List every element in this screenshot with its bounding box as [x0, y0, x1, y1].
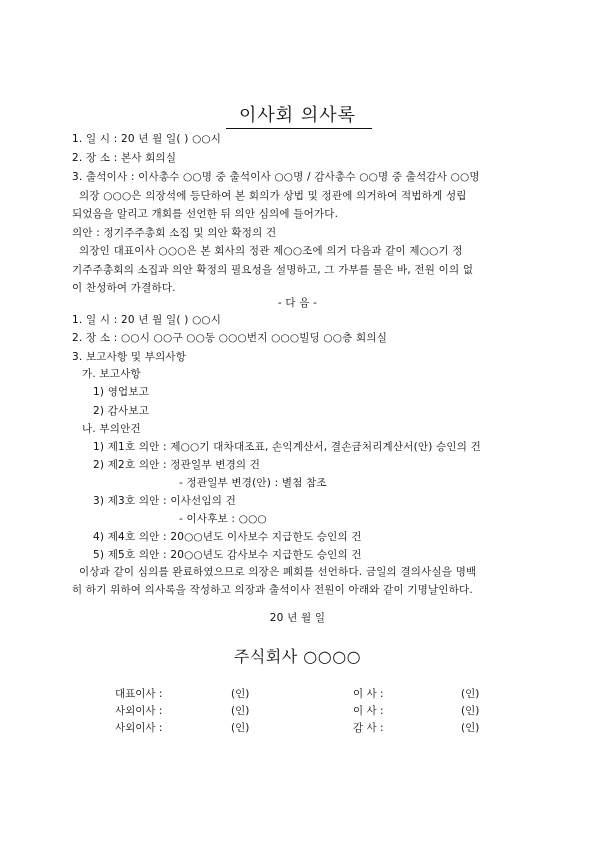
meeting-place: 2. 장 소 : ○○시 ○○구 ○○동 ○○○번지 ○○○빌딩 ○○층 회의실: [72, 332, 388, 344]
signature-seal: (인): [461, 722, 480, 734]
company-name: 주식회사 ○○○○: [233, 647, 362, 666]
opening-line-1: 의장 ○○○은 의장석에 등단하여 본 회의가 상법 및 정관에 의거하여 적법하게 성립: [79, 190, 467, 202]
signature-seal: (인): [231, 722, 250, 734]
document-title: 이사회 의사록: [238, 105, 357, 126]
report-header: 가. 보고사항: [82, 368, 141, 380]
signature-seal: (인): [461, 688, 480, 700]
report-item: 1) 영업보고: [93, 386, 150, 398]
agenda-body-line-2: 기주주총회의 소집과 의안 확정의 필요성을 설명하고, 그 가부를 물은 바, 전원 이의 없: [72, 264, 474, 276]
proposal-item: 5) 제5호 의안 : 20○○년도 감사보수 지급한도 승인의 건: [93, 549, 362, 561]
item-date: 1. 일 시 : 20 년 월 일( ) ○○시: [72, 133, 222, 145]
title-underline: [226, 128, 372, 129]
proposal-header: 나. 부의안건: [82, 423, 141, 435]
signature-role: 이 사 :: [353, 688, 384, 700]
item-attendance: 3. 출석이사 : 이사총수 ○○명 중 출석이사 ○○명 / 감사총수 ○○명 중 출석감사 ○○명: [72, 171, 480, 183]
opening-line-2: 되었음을 알리고 개회를 선언한 뒤 의안 심의에 들어가다.: [72, 208, 339, 220]
signature-role: 사외이사 :: [115, 705, 163, 717]
proposal-item: 2) 제2호 의안 : 정관일부 변경의 건: [93, 459, 261, 471]
proposal-item: 1) 제1호 의안 : 제○○기 대차대조표, 손익계산서, 결손금처리계산서(안) 승인의 건: [93, 441, 481, 453]
signature-role: 이 사 :: [353, 705, 384, 717]
proposal-item: 3) 제3호 의안 : 이사선임의 건: [93, 495, 236, 507]
signature-seal: (인): [231, 688, 250, 700]
item-place: 2. 장 소 : 본사 회의실: [72, 152, 177, 164]
proposal-subitem: - 이사후보 : ○○○: [179, 513, 267, 525]
meeting-agenda-header: 3. 보고사항 및 부의사항: [72, 351, 187, 363]
next-section-header: - 다 음 -: [277, 297, 318, 309]
agenda-body-line-1: 의장인 대표이사 ○○○은 본 회사의 정관 제○○조에 의거 다음과 같이 제○○기 정: [79, 245, 463, 257]
signature-seal: (인): [461, 705, 480, 717]
report-item: 2) 감사보고: [93, 405, 150, 417]
signature-seal: (인): [231, 705, 250, 717]
proposal-item: 4) 제4호 의안 : 20○○년도 이사보수 지급한도 승인의 건: [93, 531, 362, 543]
signature-role: 사외이사 :: [115, 722, 163, 734]
closing-line-2: 히 하기 위하여 의사록을 작성하고 의장과 출석이사 전원이 아래와 같이 기명날인하다.: [72, 584, 473, 596]
closing-line-1: 이상과 같이 심의를 완료하였으므로 의장은 폐회를 선언하다. 금일의 결의사실을 명백: [79, 566, 477, 578]
agenda-body-line-3: 이 찬성하여 가결하다.: [72, 282, 176, 294]
signature-role: 대표이사 :: [115, 688, 163, 700]
signature-role: 감 사 :: [353, 722, 384, 734]
document-date: 20 년 월 일: [269, 612, 326, 624]
proposal-subitem: - 정관일부 변경(안) : 별첨 참조: [179, 477, 327, 489]
agenda-label: 의안 : 정기주주총회 소집 및 의안 확정의 건: [72, 227, 277, 239]
meeting-date: 1. 일 시 : 20 년 월 일( ) ○○시: [72, 314, 222, 326]
